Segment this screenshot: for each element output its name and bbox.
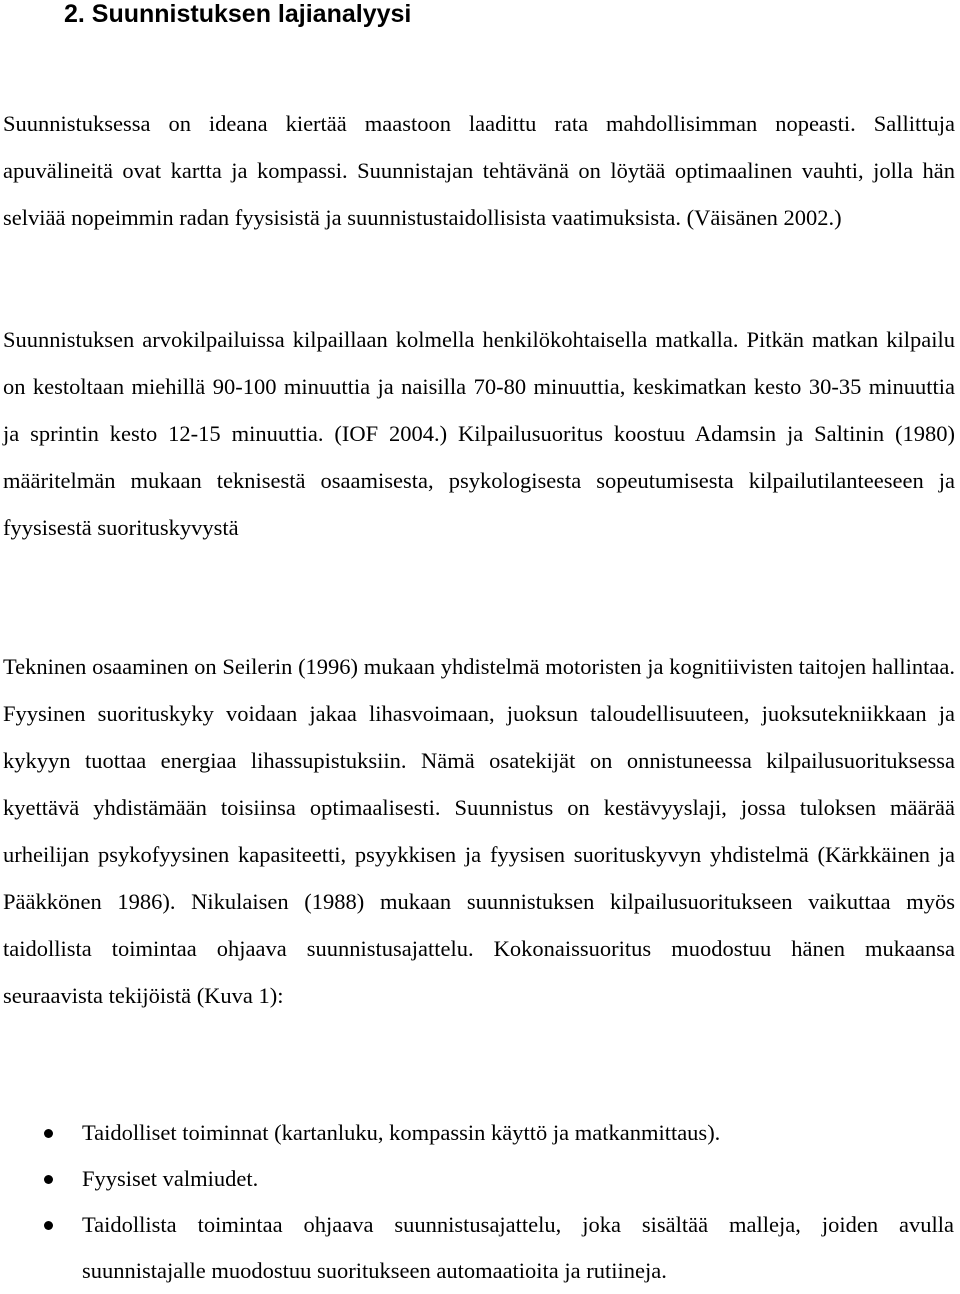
list-item (0, 1202, 960, 1294)
list-item-text: Taidolliset toiminnat (kartanluku, kompassin käyttö ja matkanmittaus). (82, 1120, 721, 1145)
list-item-text: Fyysiset valmiudet. (82, 1166, 259, 1191)
bullet-icon (44, 1221, 53, 1230)
factor-list (0, 1110, 960, 1294)
paragraph-technique: Tekninen osaaminen on Seilerin (1996) mukaan yhdistelmä motoristen ja kognitiivisten taitojen hallintaa. Fyysinen suorituskyky voidaan jakaa lihasvoimaan, juoksun taloudellisuuteen, juoksutekniikkaan ja kykyyn tuottaa energiaa lihassupistuksiin. Nämä osatekijät on onnistuneessa kilpailusuorituksessa kyettävä yhdistämään toisiinsa optimaalisesti. Suunnistus on kestävyyslaji, jossa tuloksen määrää urheilijan psykofyysinen kapasiteetti, psyykkisen ja fyysisen suorituskyvyn yhdistelmä (Kärkkäinen ja Pääkkönen 1986). Nikulaisen (1988) mukaan suunnistuksen kilpailusuoritukseen vaikuttaa myös taidollista toimintaa ohjaava suunnistusajattelu. Kokonaissuoritus muodostuu hänen mukaansa seuraavista tekijöistä (Kuva 1): (3, 654, 955, 1008)
section-heading: 2. Suunnistuksen lajianalyysi (64, 0, 412, 28)
list-item-text: Taidollista toimintaa ohjaava suunnistusajattelu, joka sisältää malleja, joiden avulla suunnistajalle muodostuu suoritukseen automaatioita ja rutiineja. (82, 1212, 954, 1283)
paragraph-intro: Suunnistuksessa on ideana kiertää maastoon laadittu rata mahdollisimman nopeasti. Sallittuja apuvälineitä ovat kartta ja kompassi. Suunnistajan tehtävänä on löytää optimaalinen vauhti, jolla hän selviää nopeimmin radan fyysisistä ja suunnistustaidollisista vaatimuksista. (Väisänen 2002.) (3, 111, 955, 230)
paragraph-competition: Suunnistuksen arvokilpailuissa kilpaillaan kolmella henkilökohtaisella matkalla. Pitkän matkan kilpailu on kestoltaan miehillä 90-100 minuuttia ja naisilla 70-80 minuuttia, keskimatkan kesto 30-35 minuuttia ja sprintin kesto 12-15 minuuttia. (IOF 2004.) Kilpailusuoritus koostuu Adamsin ja Saltinin (1980) määritelmän mukaan teknisestä osaamisesta, psykologisesta sopeutumisesta kilpailutilanteeseen ja fyysisestä suorituskyvystä (3, 327, 955, 540)
list-item (0, 1156, 960, 1202)
bullet-icon (44, 1129, 53, 1138)
bullet-icon (44, 1175, 53, 1184)
list-item (0, 1110, 960, 1156)
